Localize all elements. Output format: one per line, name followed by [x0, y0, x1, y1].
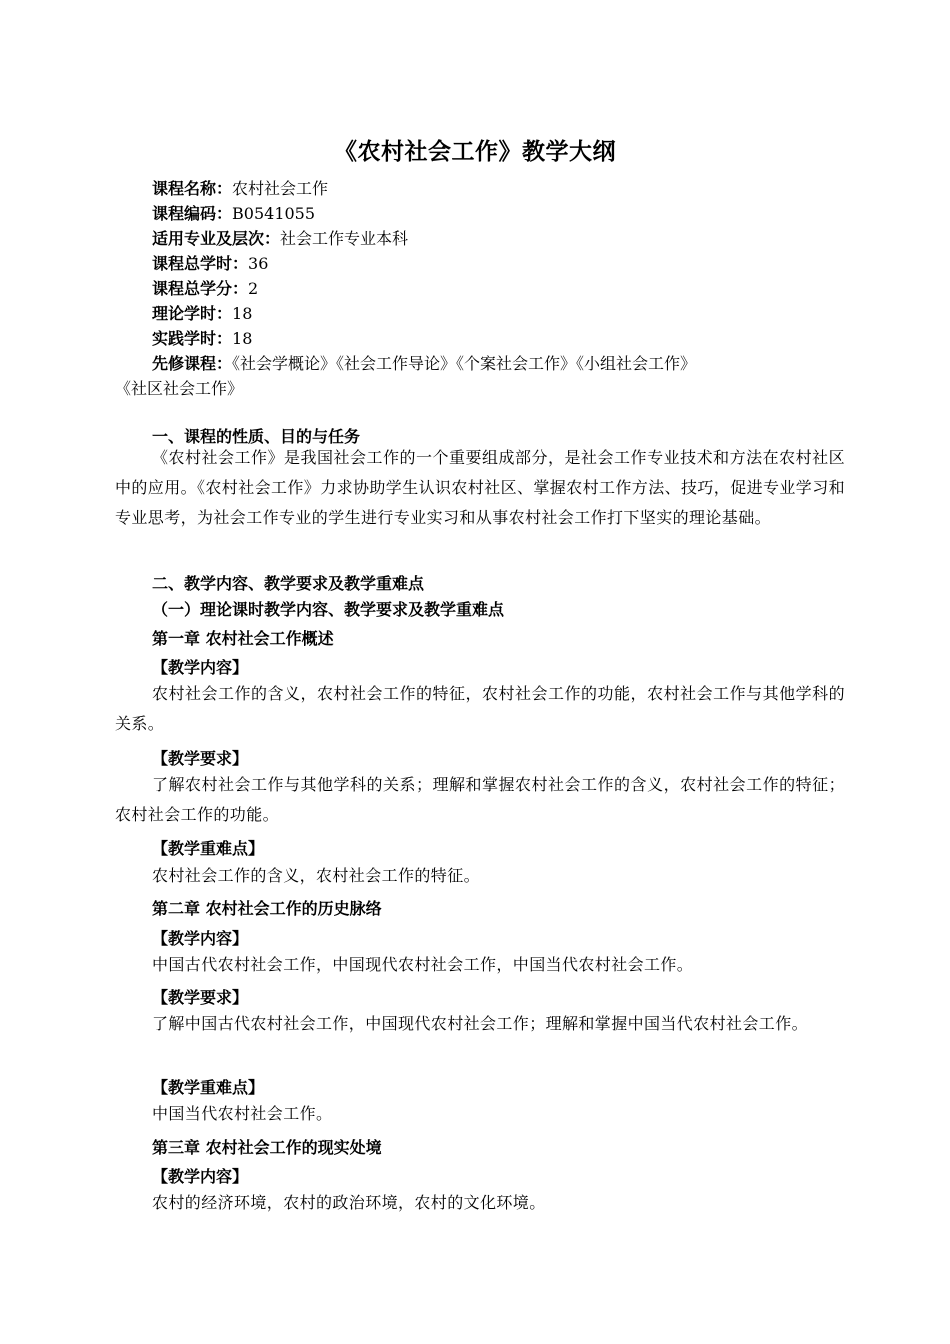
meta-key: 适用专业及层次： — [152, 229, 281, 248]
chapter-2-key-label: 【教学重难点】 — [152, 1078, 265, 1097]
meta-prerequisites-continued: 《社区社会工作》 — [115, 379, 244, 398]
chapter-3-content-label: 【教学内容】 — [152, 1167, 249, 1186]
chapter-1-key-label: 【教学重难点】 — [152, 839, 265, 858]
chapter-1-title: 第一章 农村社会工作概述 — [152, 629, 334, 648]
section-1-paragraph: 《农村社会工作》是我国社会工作的一个重要组成部分，是社会工作专业技术和方法在农村社区中的应用。《农村社会工作》力求协助学生认识农村社区、掌握农村工作方法、技巧，促进专业学习和专业思考，为社会工作专业的学生进行专业实习和从事农村社会工作打下坚实的理论基础。 — [115, 448, 846, 527]
section-heading-1: 一、课程的性质、目的与任务 — [152, 427, 361, 446]
meta-value: 2 — [248, 279, 259, 298]
meta-value: 社会工作专业本科 — [280, 229, 409, 248]
meta-key: 课程总学分： — [152, 279, 249, 298]
subsection-heading: （一）理论课时教学内容、教学要求及教学重难点 — [152, 600, 505, 619]
chapter-1-content-label: 【教学内容】 — [152, 658, 249, 677]
meta-value: 农村社会工作 — [232, 179, 329, 198]
meta-key: 先修课程： — [152, 354, 233, 373]
meta-prerequisites — [152, 351, 696, 374]
document-title: 《农村社会工作》教学大纲 — [334, 139, 616, 165]
chapter-3-title: 第三章 农村社会工作的现实处境 — [152, 1138, 382, 1157]
meta-course-name — [152, 176, 328, 199]
meta-course-code — [152, 201, 315, 224]
meta-key: 课程编码： — [152, 204, 233, 223]
chapter-1-require-label: 【教学要求】 — [152, 749, 249, 768]
meta-key: 理论学时： — [152, 304, 233, 323]
meta-value: 36 — [248, 254, 269, 273]
chapter-1-require: 了解农村社会工作与其他学科的关系；理解和掌握农村社会工作的含义，农村社会工作的特征；农村社会工作的功能。 — [115, 775, 845, 824]
chapter-2-require-label: 【教学要求】 — [152, 988, 249, 1007]
meta-theory-hours — [152, 301, 252, 324]
meta-key: 课程名称： — [152, 179, 233, 198]
meta-value: 18 — [232, 304, 253, 323]
meta-value: B0541055 — [232, 204, 316, 223]
meta-value: 《社会学概论》《社会工作导论》《个案社会工作》《小组社会工作》 — [232, 354, 697, 373]
meta-total-credits — [152, 276, 258, 299]
meta-key: 实践学时： — [152, 329, 233, 348]
chapter-2-content-label: 【教学内容】 — [152, 929, 249, 948]
meta-practice-hours — [152, 326, 252, 349]
section-heading-2: 二、教学内容、教学要求及教学重难点 — [152, 574, 425, 593]
meta-key: 课程总学时： — [152, 254, 249, 273]
chapter-1-key: 农村社会工作的含义，农村社会工作的特征。 — [152, 866, 481, 885]
meta-major-level — [152, 226, 408, 249]
chapter-2-require: 了解中国古代农村社会工作，中国现代农村社会工作；理解和掌握中国当代农村社会工作。 — [152, 1014, 809, 1033]
chapter-2-title: 第二章 农村社会工作的历史脉络 — [152, 899, 382, 918]
chapter-2-key: 中国当代农村社会工作。 — [152, 1104, 333, 1123]
chapter-2-content: 中国古代农村社会工作，中国现代农村社会工作，中国当代农村社会工作。 — [152, 955, 694, 974]
meta-total-hours — [152, 251, 268, 274]
meta-value: 18 — [232, 329, 253, 348]
chapter-1-content: 农村社会工作的含义，农村社会工作的特征，农村社会工作的功能，农村社会工作与其他学科的关系。 — [115, 684, 845, 733]
chapter-3-content: 农村的经济环境，农村的政治环境，农村的文化环境。 — [152, 1193, 546, 1212]
